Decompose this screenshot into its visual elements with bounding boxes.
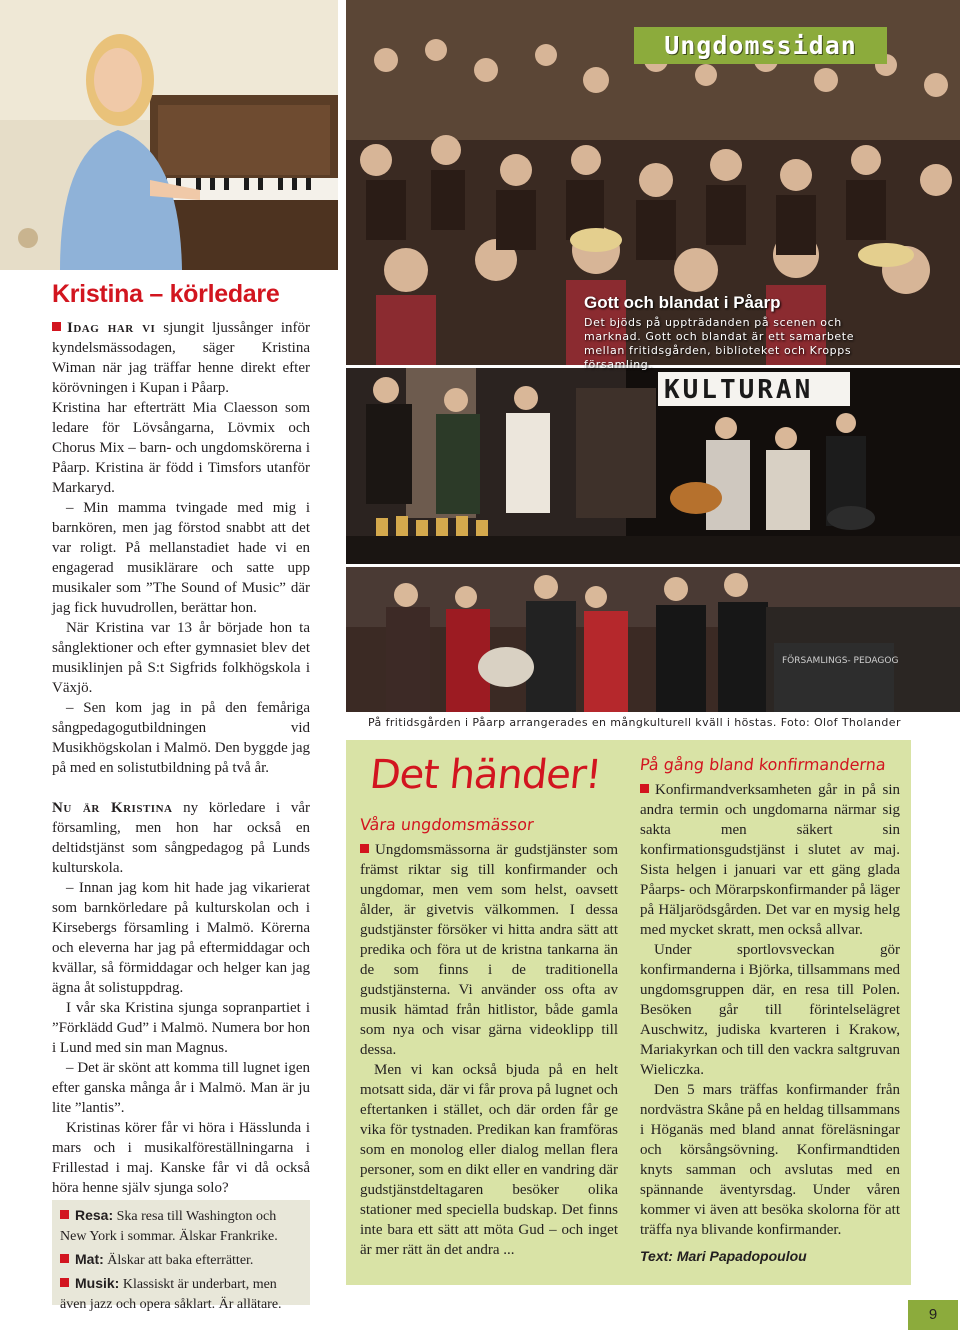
article-paragraph: Kristina har efterträtt Mia Claesson som ledare för Lövsångarna, Lövmix och Chorus Mix – barn- och ungdomskörerna i Påarp. Kristina är född i Timsfors utanför Markaryd. [52,400,310,496]
page-number: 9 [908,1300,958,1330]
photo-caption-text: Det bjöds på uppträdanden på scenen och marknad. Gott och blandat är ett samarbete mellan fritidsgården, biblioteket och Kropps församling. [584,316,855,371]
youth-mass-title: Våra ungdomsmässor [359,815,535,834]
info-paragraph: Ungdomsmässorna är gudstjänster som främst riktar sig till konfirmander och ungdomar, men vem som helst, oavsett ålder, är givetvis välkommen. I dessa gudstjänster försöker vi hitta andra sätt att predika och föra ut de kristna tankarna än de som finns i de traditionella gudstjänsterna. Vi använder oss ofta av musik hämtad från hitlistor, både gamla som nya och visar gärna videoklipp till dessa. [360,842,618,1058]
fact-item: Mat: Älskar att baka efterrätter. [60,1249,302,1271]
fact-box [52,1200,310,1312]
piano-photo [0,0,338,270]
info-paragraph: Konfirmandverksamheten går in på sin andra termin och ungdomarna närmar sig sakta men säkert sin konfirmationsgudstjänst i slutet av maj. Sista helgen i januari var ett gäng glada Påarps- och Mörarpskonfirmander på läger på Häljarödsgården. Det var en mysig helg med mycket skratt, men också allvar. [640,782,900,938]
kulturan-sign: KULTURAN [664,375,814,405]
article-body [52,318,310,1198]
article-lead: Idag har vi [67,320,156,336]
article-paragraph: Kristinas körer får vi höra i Hässlunda i mars och i musikalföreställningarna i Frillestad i maj. Kanske får vi då också höra henne själv sjunga solo? [52,1120,310,1196]
confirmands-text [640,780,900,1240]
bullet-square-icon [60,1254,69,1263]
article-paragraph: – Min mamma tvingade med mig i barnkören, men jag förstod snabbt att det var roligt. På mellanstadiet hade vi en engagerad musiklärare och satte upp musikaler som ”The Sound of Music” där jag fick huvudrollen, berättar hon. [52,500,310,616]
bullet-square-icon [60,1210,69,1219]
byline: Text: Mari Papadopoulou [640,1248,807,1264]
article-paragraph: I vår ska Kristina sjunga sopranpartiet i ”Förklädd Gud” i Malmö. Numera bor hon i Lund med sin man Magnus. [52,1000,310,1056]
info-paragraph: Men vi kan också bjuda på en helt motsatt sida, där vi får prova på lugnet och eftertanken i stället, och där orden får ge vika för tystnaden. Predikan kan framföras som en monolog eller dialog mellan flera personer, som en dikt eller en vandring där gudstjänstdeltagaren besöker olika stationer med speciella budskap. Det finns inte bara ett sätt att möta Gud – och inget är mer rätt än det andra ... [360,1062,618,1258]
bullet-square-icon [640,784,649,793]
article-lead: Nu är Kristina [52,800,173,816]
bullet-square-icon [60,1278,69,1287]
article-paragraph: – Innan jag kom hit hade jag vikarierat som barnkörledare på kulturskolan och i Kirsebergs församling i Malmö. Körerna och eleverna har jag på eftermiddagar och kvällar, så förmiddagar och helger kan jag ägna åt solistuppdrag. [52,880,310,996]
photo-caption-title: Gott och blandat i Påarp [584,293,781,312]
article-paragraph: När Kristina var 13 år började hon ta sånglektioner och efter gymnasiet blev det musiklinjen på S:t Sigfrids folkhögskola i Växjö. [52,620,310,696]
article-paragraph: Nu är Kristina ny körledare i vår församling, men hon har också en deltidstjänst som sångpedagog på Lunds kulturskola. [52,800,310,876]
fact-item: Resa: Ska resa till Washington och New York i sommar. Älskar Frankrike. [60,1207,278,1244]
info-box-heading: Det händer! [367,752,603,798]
bullet-square-icon [52,322,61,331]
article-title: Kristina – körledare [52,280,280,308]
photo-credit: På fritidsgården i Påarp arrangerades en mångkulturell kväll i höstas. Foto: Olof Tholander [368,716,901,729]
article-paragraph: – Det är skönt att komma till lugnet igen efter ganska många år i Malmö. Man är ju lite ”lantis”. [52,1060,310,1116]
section-banner: Ungdomssidan [634,27,887,64]
kulturan-stage-photo [346,368,960,564]
youth-mass-text [360,840,618,1260]
group-photo [346,567,960,712]
info-paragraph: Den 5 mars träffas konfirmander från nordvästra Skåne på en heldag tillsammans i Höganäs med bland annat föreläsningar och körsångsövning. Konfirmandtiden knyts samman och avslutas med en spännande äventyrsdag. Under våren kommer vi även att besöka skolorna för att träffa nya blivande konfirmander. [640,1082,900,1238]
bullet-square-icon [360,844,369,853]
apron-text: FÖRSAMLINGS- PEDAGOG [782,656,899,666]
article-paragraph: – Sen kom jag in på den femåriga sångpedagogutbildningen vid Musikhögskolan i Malmö. Den byggde jag på med en solistutbildning på två år. [52,700,310,776]
fact-item: Musik: Klassiskt är underbart, men även jazz och opera såklart. Är allätare. [60,1275,282,1312]
article-paragraph: Idag har vi sjungit ljussånger inför kyndelsmässodagen, säger Kristina Wiman när jag träffar henne direkt efter körövningen i Kupan i Påarp. [52,320,310,396]
info-paragraph: Under sportlovsveckan gör konfirmanderna i Björka, tillsammans med ungdomsgruppen där, en resa till Polen. Besöken går till förintelselägret Auschwitz, judiska kvarteren i Krakow, Mariakyrkan och till den vackra saltgruvan Wieliczka. [640,942,900,1078]
confirmands-title: På gång bland konfirmanderna [639,755,887,774]
